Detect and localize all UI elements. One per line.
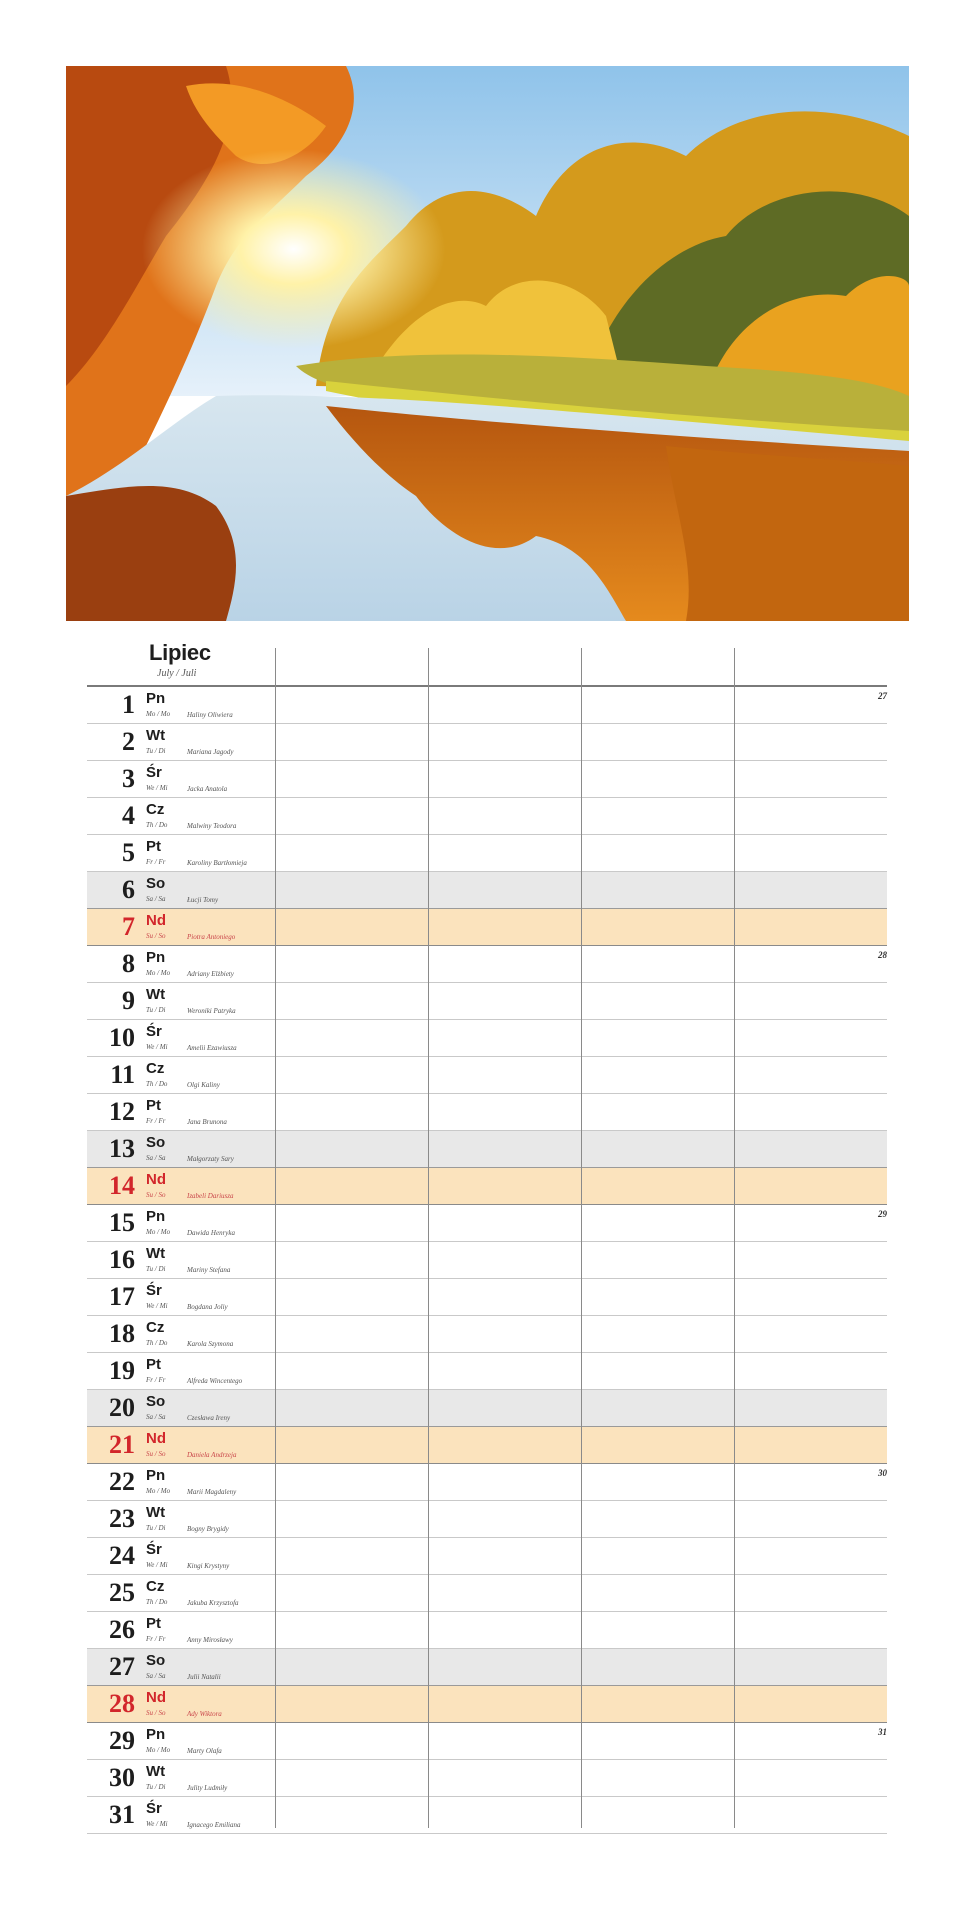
name-day: Amelii Ezawiusza	[187, 1044, 237, 1052]
day-row[interactable]	[87, 1168, 887, 1205]
day-name: Nd	[146, 1430, 166, 1447]
day-row[interactable]	[87, 1020, 887, 1057]
day-row[interactable]	[87, 1427, 887, 1464]
day-abbreviation: Mo / Mo	[146, 710, 171, 718]
name-day: Alfreda Wincentego	[187, 1377, 243, 1385]
day-row[interactable]	[87, 1686, 887, 1723]
day-name: Pt	[146, 1356, 161, 1373]
name-day: Izabeli Dariusza	[187, 1192, 234, 1200]
name-day: Karola Szymona	[187, 1340, 234, 1348]
day-abbreviation: Su / So	[146, 932, 166, 940]
day-row[interactable]	[87, 1501, 887, 1538]
name-day: Bogdana Joliy	[187, 1303, 228, 1311]
name-day: Łucji Tomy	[187, 896, 219, 904]
day-row[interactable]	[87, 1242, 887, 1279]
day-name: Śr	[146, 764, 162, 781]
day-name: Cz	[146, 1060, 165, 1077]
day-row[interactable]	[87, 1464, 887, 1501]
day-name: Cz	[146, 1319, 165, 1336]
day-row[interactable]	[87, 1797, 887, 1834]
name-day: Julity Ludmiły	[187, 1784, 228, 1792]
name-day: Ady Wiktora	[187, 1710, 222, 1718]
day-row[interactable]	[87, 872, 887, 909]
name-day: Julii Natalii	[187, 1673, 221, 1681]
day-name: Pn	[146, 1467, 166, 1484]
day-row[interactable]	[87, 798, 887, 835]
day-number: 30	[109, 1763, 135, 1792]
day-abbreviation: Fr / Fr	[146, 858, 166, 866]
day-rows	[87, 687, 887, 1834]
day-name: Pt	[146, 1615, 161, 1632]
day-name: Śr	[146, 1800, 162, 1817]
day-abbreviation: Th / Do	[146, 1598, 168, 1606]
day-number: 20	[109, 1393, 135, 1422]
day-number: 14	[109, 1171, 135, 1200]
name-day: Mariana Jagody	[187, 748, 234, 756]
day-number: 25	[109, 1578, 135, 1607]
day-name: Wt	[146, 1245, 166, 1262]
day-number: 19	[109, 1356, 135, 1385]
day-row[interactable]	[87, 687, 887, 724]
day-number: 26	[109, 1615, 135, 1644]
day-abbreviation: Mo / Mo	[146, 1228, 171, 1236]
name-day: Jacka Anatola	[187, 785, 228, 793]
day-row[interactable]	[87, 1649, 887, 1686]
day-number: 7	[122, 912, 135, 941]
day-abbreviation: Tu / Di	[146, 747, 166, 755]
name-day: Daniela Andrzeja	[187, 1451, 237, 1459]
day-name: So	[146, 875, 166, 892]
day-row[interactable]	[87, 1612, 887, 1649]
day-abbreviation: We / Mi	[146, 1302, 168, 1310]
day-abbreviation: Su / So	[146, 1191, 166, 1199]
day-name: Nd	[146, 1171, 166, 1188]
day-number: 27	[109, 1652, 135, 1681]
day-row[interactable]	[87, 1094, 887, 1131]
day-number: 18	[109, 1319, 135, 1348]
name-day: Anny Mirosławy	[187, 1636, 233, 1644]
day-name: Pn	[146, 1726, 166, 1743]
name-day: Weroniki Patryka	[187, 1007, 236, 1015]
day-row[interactable]	[87, 1353, 887, 1390]
day-number: 8	[122, 949, 135, 978]
day-abbreviation: Tu / Di	[146, 1006, 166, 1014]
day-number: 22	[109, 1467, 135, 1496]
day-abbreviation: Th / Do	[146, 1080, 168, 1088]
day-name: Cz	[146, 1578, 165, 1595]
name-day: Kingi Krystyny	[187, 1562, 230, 1570]
day-name: Wt	[146, 1763, 166, 1780]
name-day: Marii Magdaleny	[187, 1488, 237, 1496]
week-number: 31	[878, 1727, 887, 1737]
name-day: Piotra Antoniego	[187, 933, 236, 941]
name-day: Ignacego Emiliana	[187, 1821, 241, 1829]
day-name: Śr	[146, 1541, 162, 1558]
name-day: Czesława Ireny	[187, 1414, 231, 1422]
day-name: So	[146, 1134, 166, 1151]
day-abbreviation: Tu / Di	[146, 1524, 166, 1532]
day-abbreviation: We / Mi	[146, 784, 168, 792]
day-abbreviation: Fr / Fr	[146, 1376, 166, 1384]
day-number: 23	[109, 1504, 135, 1533]
day-name: Nd	[146, 912, 166, 929]
day-number: 21	[109, 1430, 135, 1459]
day-abbreviation: Mo / Mo	[146, 969, 171, 977]
day-abbreviation: We / Mi	[146, 1043, 168, 1051]
name-day: Adriany Elżbiety	[187, 970, 234, 978]
day-number: 3	[122, 764, 135, 793]
day-row[interactable]	[87, 1316, 887, 1353]
day-abbreviation: Mo / Mo	[146, 1487, 171, 1495]
day-number: 28	[109, 1689, 135, 1718]
day-number: 11	[110, 1060, 135, 1089]
name-day: Dawida Henryka	[187, 1229, 236, 1237]
day-name: Śr	[146, 1282, 162, 1299]
day-row[interactable]	[87, 1575, 887, 1612]
day-row[interactable]	[87, 1057, 887, 1094]
name-day: Małgorzaty Sary	[187, 1155, 234, 1163]
day-number: 5	[122, 838, 135, 867]
name-day: Karoliny Bartłomieja	[187, 859, 247, 867]
day-number: 17	[109, 1282, 135, 1311]
day-row[interactable]	[87, 946, 887, 983]
day-name: Pt	[146, 838, 161, 855]
day-abbreviation: Tu / Di	[146, 1265, 166, 1273]
day-number: 24	[109, 1541, 135, 1570]
name-day: Jana Brunona	[187, 1118, 227, 1126]
day-number: 31	[109, 1800, 135, 1829]
day-name: Nd	[146, 1689, 166, 1706]
day-row[interactable]	[87, 909, 887, 946]
day-name: Pt	[146, 1097, 161, 1114]
week-number: 30	[878, 1468, 887, 1478]
name-day: Marty Olafa	[187, 1747, 222, 1755]
name-day: Jakuba Krzysztofa	[187, 1599, 239, 1607]
day-abbreviation: Sa / Sa	[146, 1413, 166, 1421]
month-title: Lipiec	[149, 640, 211, 665]
day-number: 13	[109, 1134, 135, 1163]
name-day: Malwiny Teodora	[187, 822, 237, 830]
week-number: 28	[878, 950, 887, 960]
day-number: 1	[122, 690, 135, 719]
name-day: Mariny Stefana	[187, 1266, 231, 1274]
name-day: Haliny Oliwiera	[187, 711, 233, 719]
week-number: 29	[878, 1209, 887, 1219]
day-name: Cz	[146, 801, 165, 818]
day-name: Pn	[146, 1208, 166, 1225]
day-abbreviation: Sa / Sa	[146, 1154, 166, 1162]
day-name: Śr	[146, 1023, 162, 1040]
planner-header	[87, 638, 887, 687]
month-subtitle: July / Juli	[157, 668, 197, 679]
day-abbreviation: Su / So	[146, 1450, 166, 1458]
day-number: 6	[122, 875, 135, 904]
day-row[interactable]	[87, 1538, 887, 1575]
day-abbreviation: Sa / Sa	[146, 1672, 166, 1680]
month-planner	[87, 638, 887, 1834]
name-day: Bogny Brygidy	[187, 1525, 229, 1533]
day-row[interactable]	[87, 1205, 887, 1242]
day-row[interactable]	[87, 1760, 887, 1797]
day-abbreviation: Th / Do	[146, 1339, 168, 1347]
day-number: 10	[109, 1023, 135, 1052]
day-name: Wt	[146, 986, 166, 1003]
autumn-river-photo	[66, 66, 909, 621]
day-name: Wt	[146, 727, 166, 744]
day-row[interactable]	[87, 983, 887, 1020]
day-name: Wt	[146, 1504, 166, 1521]
day-name: Pn	[146, 949, 166, 966]
day-number: 2	[122, 727, 135, 756]
day-abbreviation: Su / So	[146, 1709, 166, 1717]
day-number: 12	[109, 1097, 135, 1126]
day-row[interactable]	[87, 1131, 887, 1168]
day-abbreviation: Th / Do	[146, 821, 168, 829]
day-number: 16	[109, 1245, 135, 1274]
day-row[interactable]	[87, 761, 887, 798]
day-abbreviation: We / Mi	[146, 1820, 168, 1828]
name-day: Olgi Kaliny	[187, 1081, 220, 1089]
day-number: 4	[122, 801, 135, 830]
day-number: 29	[109, 1726, 135, 1755]
day-row[interactable]	[87, 1279, 887, 1316]
day-abbreviation: Tu / Di	[146, 1783, 166, 1791]
day-abbreviation: Sa / Sa	[146, 895, 166, 903]
day-abbreviation: Fr / Fr	[146, 1117, 166, 1125]
day-name: Pn	[146, 690, 166, 707]
day-abbreviation: Mo / Mo	[146, 1746, 171, 1754]
day-row[interactable]	[87, 835, 887, 872]
day-number: 9	[122, 986, 135, 1015]
day-abbreviation: Fr / Fr	[146, 1635, 166, 1643]
day-row[interactable]	[87, 724, 887, 761]
day-number: 15	[109, 1208, 135, 1237]
day-name: So	[146, 1393, 166, 1410]
day-abbreviation: We / Mi	[146, 1561, 168, 1569]
day-row[interactable]	[87, 1723, 887, 1760]
day-name: So	[146, 1652, 166, 1669]
week-number: 27	[878, 691, 887, 701]
day-row[interactable]	[87, 1390, 887, 1427]
